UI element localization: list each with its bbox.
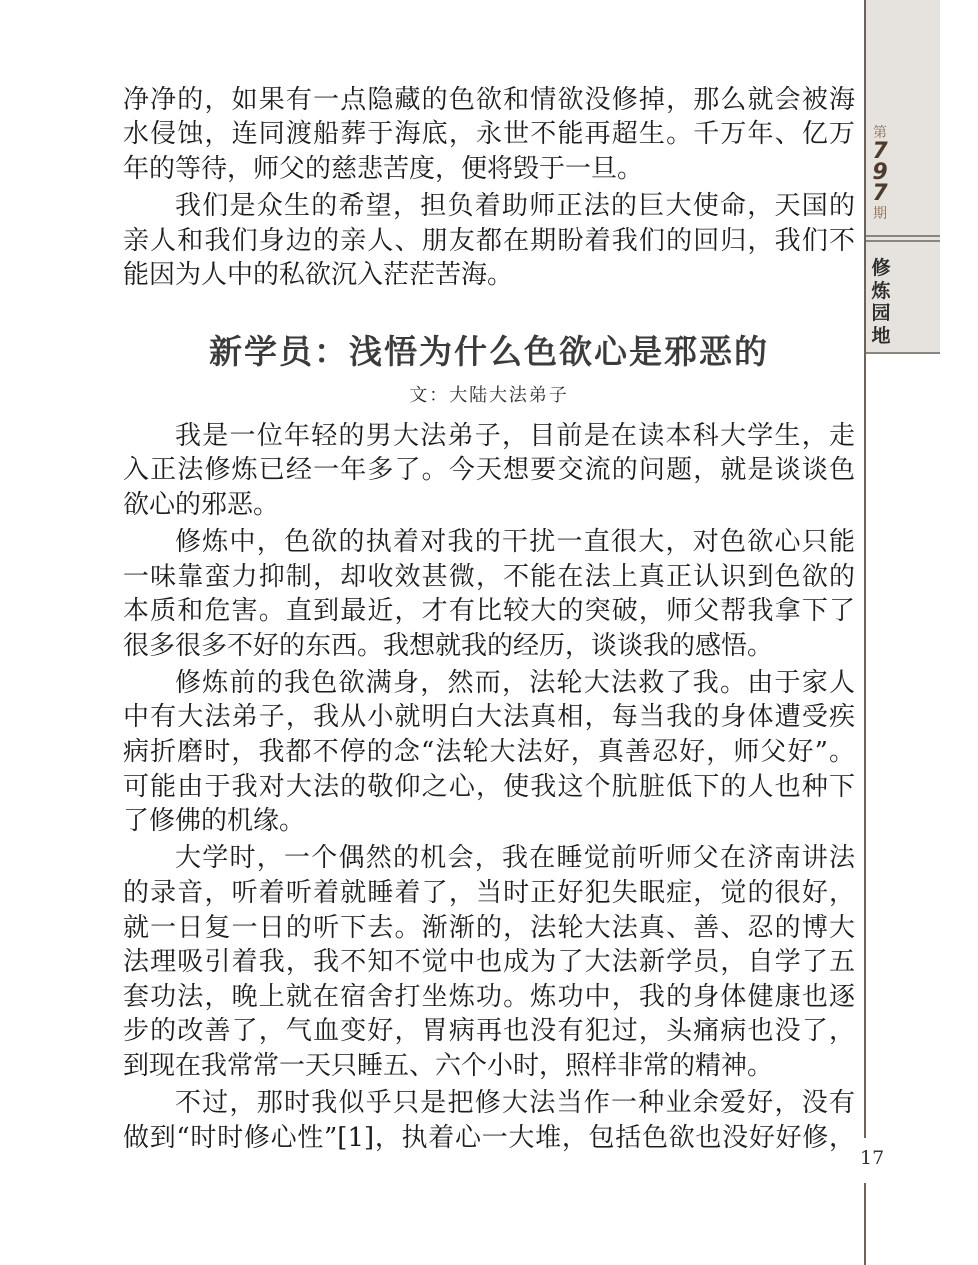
issue-prefix: 第 [873,125,887,141]
text-line: 入正法修炼已经一年多了。今天想要交流的问题，就是谈谈色 [123,455,855,486]
paragraph [123,419,855,523]
text-line: 了修佛的机缘。 [123,806,306,837]
text-line: 我是一位年轻的男大法弟子，目前是在读本科大学生，走 [175,420,855,451]
section-tab-bottom-rule [866,352,940,354]
text-line: 大学时，一个偶然的机会，我在睡觉前听师父在济南讲法 [175,843,855,874]
text-line: 修炼中，色欲的执着对我的干扰一直很大，对色欲心只能 [175,526,855,557]
text-line: 水侵蚀，连同渡船葬于海底，永世不能再超生。千万年、亿万 [123,119,855,150]
text-line: 很多很多不好的东西。我想就我的经历，谈谈我的感悟。 [123,630,774,661]
text-line: 步的改善了，气血变好，胃病再也没有犯过，头痛病也没了， [123,1016,855,1047]
issue-number: 797 [872,139,888,206]
text-line: 就一日复一日的听下去。渐渐的，法轮大法真、善、忍的博大 [123,912,855,943]
text-line: 年的等待，师父的慈悲苦度，便将毁于一旦。 [123,153,644,184]
text-line: 病折磨时，我都不停的念“法轮大法好，真善忍好，师父好”。 [123,737,855,768]
text-line: 做到“时时修心性”[1]，执着心一大堆，包括色欲也没好好修， [123,1122,855,1153]
previous-article-continuation [123,83,855,293]
paragraph [123,83,855,187]
section-name: 修炼园地 [871,257,891,347]
text-line: 我们是众生的希望，担负着助师正法的巨大使命，天国的 [175,190,855,221]
text-line: 中有大法弟子，我从小就明白大法真相，每当我的身体遭受疾 [123,702,855,733]
paragraph [123,189,855,293]
page-divider-line [864,0,866,1138]
page-number: 17 [860,1147,885,1169]
text-line: 能因为人中的私欲沉入茫茫苦海。 [123,260,514,291]
article-title: 新学员：浅悟为什么色欲心是邪恶的 [209,332,769,371]
text-line: 一味靠蛮力抑制，却收效甚微，不能在法上真正认识到色欲的 [123,561,855,592]
article-body [123,419,855,1155]
text-line: 可能由于我对大法的敬仰之心，使我这个肮脏低下的人也种下 [123,771,855,802]
text-line: 亲人和我们身边的亲人、朋友都在期盼着我们的回归，我们不 [123,225,855,256]
tab-divider-rule [866,240,940,242]
paragraph [123,841,855,1083]
text-line: 套功法，晚上就在宿舍打坐炼功。炼功中，我的身体健康也逐 [123,981,855,1012]
issue-suffix: 期 [873,206,887,222]
text-line: 不过，那时我似乎只是把修大法当作一种业余爱好，没有 [175,1087,855,1118]
text-line: 修炼前的我色欲满身，然而，法轮大法救了我。由于家人 [175,667,855,698]
text-line: 到现在我常常一天只睡五、六个小时，照样非常的精神。 [123,1050,774,1081]
text-line: 净净的，如果有一点隐藏的色欲和情欲没修掉，那么就会被海 [123,84,855,115]
page-divider-line [864,1183,866,1265]
tab-divider-rule [866,235,940,237]
paragraph [123,666,855,839]
article-byline: 文：大陆大法弟子 [409,385,569,406]
text-line: 的录音，听着听着就睡着了，当时正好犯失眠症，觉的很好， [123,877,855,908]
paragraph [123,1086,855,1155]
paragraph [123,525,855,663]
text-line: 本质和危害。直到最近，才有比较大的突破，师父帮我拿下了 [123,596,855,627]
text-line: 法理吸引着我，我不知不觉中也成为了大法新学员，自学了五 [123,947,855,978]
text-line: 欲心的邪恶。 [123,489,280,520]
